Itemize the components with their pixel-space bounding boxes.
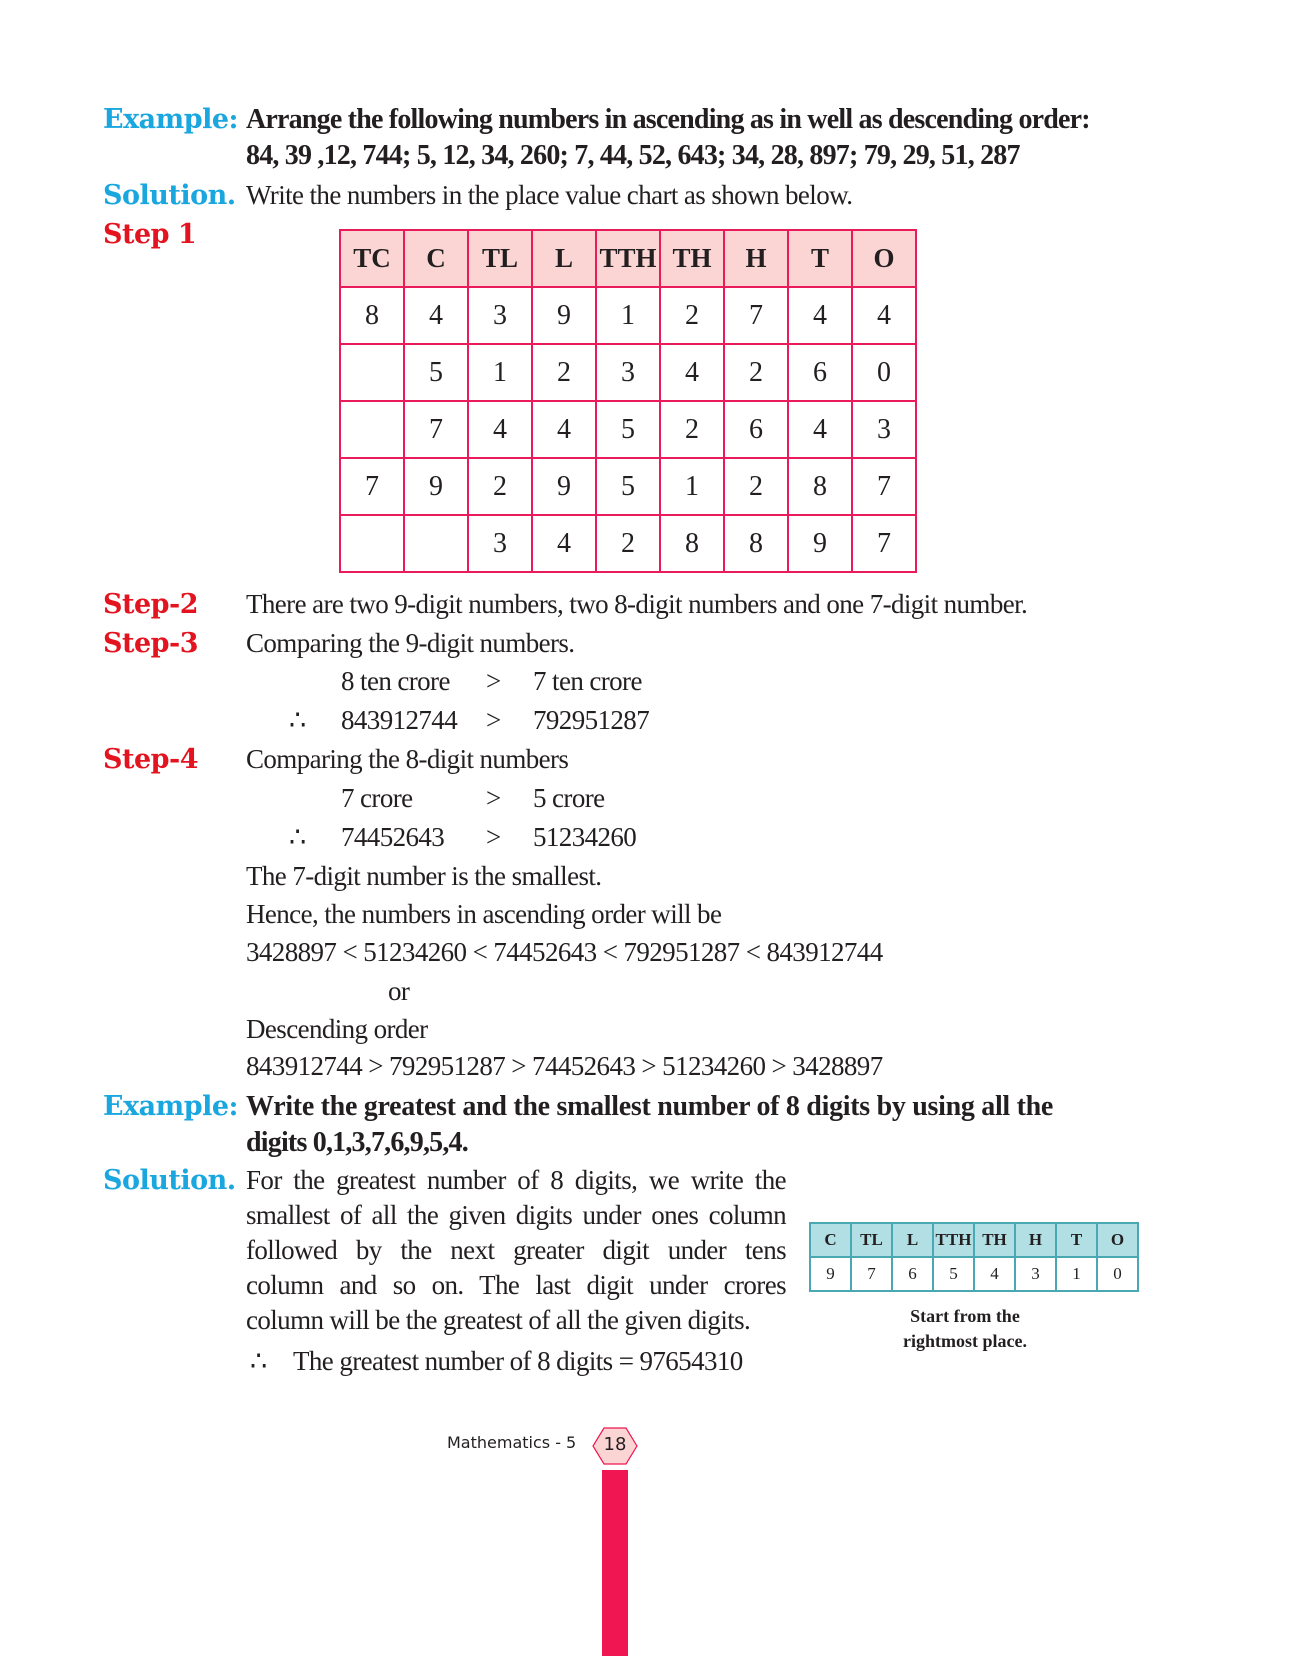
header-l: L — [892, 1223, 933, 1257]
step4-comparison-right: 5 crore — [533, 783, 605, 813]
cell: 5 — [933, 1257, 974, 1291]
solution-text: Write the numbers in the place value chart as shown below. — [246, 180, 853, 210]
step4-number-right: 51234260 — [533, 822, 637, 852]
step2-text: There are two 9-digit numbers, two 8-digit numbers and one 7-digit number. — [246, 589, 1028, 619]
cell: 2 — [660, 401, 724, 458]
header-th: TH — [660, 230, 724, 287]
step4-text: Comparing the 8-digit numbers — [246, 744, 569, 774]
descending-label: Descending order — [246, 1014, 428, 1044]
or-text: or — [388, 976, 410, 1006]
cell: 4 — [532, 401, 596, 458]
step3-comparison-right: 7 ten crore — [533, 666, 642, 696]
step3-number-op: > — [486, 705, 501, 735]
header-tth: TTH — [933, 1223, 974, 1257]
header-tl: TL — [468, 230, 532, 287]
header-tl: TL — [851, 1223, 892, 1257]
cell: 3 — [468, 515, 532, 572]
footer-book-title: Mathematics - 5 — [447, 1433, 577, 1452]
caption-line2: rightmost place. — [903, 1331, 1027, 1351]
cell: 2 — [660, 287, 724, 344]
table-caption — [860, 1304, 1070, 1354]
header-o: O — [852, 230, 916, 287]
cell: 8 — [788, 458, 852, 515]
table-header-row — [340, 230, 916, 287]
example-label: Example: — [103, 104, 239, 135]
example2-question-line2: digits 0,1,3,7,6,9,5,4. — [246, 1127, 468, 1158]
cell — [340, 515, 404, 572]
cell — [404, 515, 468, 572]
cell: 7 — [852, 458, 916, 515]
header-h: H — [724, 230, 788, 287]
step3-label: Step-3 — [103, 628, 199, 659]
cell: 9 — [810, 1257, 851, 1291]
step3-comparison-left: 8 ten crore — [341, 666, 450, 696]
cell: 8 — [724, 515, 788, 572]
header-h: H — [1015, 1223, 1056, 1257]
step4-number-left: 74452643 — [341, 822, 445, 852]
cell: 7 — [404, 401, 468, 458]
cell: 3 — [468, 287, 532, 344]
cell: 4 — [974, 1257, 1015, 1291]
cell: 3 — [1015, 1257, 1056, 1291]
cell: 0 — [1097, 1257, 1138, 1291]
cell: 9 — [404, 458, 468, 515]
cell: 3 — [596, 344, 660, 401]
header-t: T — [788, 230, 852, 287]
step1-label: Step 1 — [103, 219, 197, 250]
header-c: C — [404, 230, 468, 287]
solution2-line: column will be the greatest of all the given digits. — [246, 1305, 751, 1335]
ascending-order: 3428897 < 51234260 < 74452643 < 792951287 < 843912744 — [246, 937, 883, 967]
cell: 2 — [724, 344, 788, 401]
cell: 4 — [404, 287, 468, 344]
example-label: Example: — [103, 1091, 239, 1122]
cell: 6 — [724, 401, 788, 458]
cell: 6 — [788, 344, 852, 401]
cell: 7 — [852, 515, 916, 572]
header-tc: TC — [340, 230, 404, 287]
header-o: O — [1097, 1223, 1138, 1257]
greatest-number-result: The greatest number of 8 digits = 97654310 — [293, 1346, 743, 1376]
cell: 7 — [851, 1257, 892, 1291]
cell: 8 — [660, 515, 724, 572]
solution-label: Solution. — [103, 180, 236, 211]
step4-label: Step-4 — [103, 744, 199, 775]
cell: 4 — [852, 287, 916, 344]
cell: 5 — [404, 344, 468, 401]
cell: 2 — [596, 515, 660, 572]
smallest-statement: The 7-digit number is the smallest. — [246, 861, 602, 891]
cell: 5 — [596, 401, 660, 458]
cell: 9 — [532, 458, 596, 515]
step4-comparison-left: 7 crore — [341, 783, 413, 813]
hence-statement: Hence, the numbers in ascending order will be — [246, 899, 722, 929]
step3-comparison-op: > — [486, 666, 501, 696]
cell: 4 — [788, 401, 852, 458]
caption-line1: Start from the — [910, 1306, 1020, 1326]
therefore-symbol: ∴ — [250, 1346, 267, 1376]
cell: 5 — [596, 458, 660, 515]
cell: 6 — [892, 1257, 933, 1291]
header-c: C — [810, 1223, 851, 1257]
cell: 3 — [852, 401, 916, 458]
example-question-line1: Arrange the following numbers in ascending as in well as descending order: — [246, 104, 1090, 135]
footer-accent-bar — [602, 1470, 628, 1656]
descending-order: 843912744 > 792951287 > 74452643 > 51234260 > 3428897 — [246, 1051, 883, 1081]
cell: 1 — [596, 287, 660, 344]
example-question-line2: 84, 39 ,12, 744; 5, 12, 34, 260; 7, 44, 52, 643; 34, 28, 897; 79, 29, 51, 287 — [246, 140, 1020, 171]
cell: 1 — [1056, 1257, 1097, 1291]
table-header-row — [810, 1223, 1138, 1257]
cell: 4 — [660, 344, 724, 401]
solution2-line: column and so on. The last digit under crores — [246, 1270, 786, 1300]
therefore-symbol: ∴ — [289, 822, 306, 852]
cell: 8 — [340, 287, 404, 344]
page-number-badge — [592, 1427, 638, 1465]
cell: 4 — [468, 401, 532, 458]
header-th: TH — [974, 1223, 1015, 1257]
step4-comparison-op: > — [486, 783, 501, 813]
header-tth: TTH — [596, 230, 660, 287]
step3-text: Comparing the 9-digit numbers. — [246, 628, 575, 658]
example2-question-line1: Write the greatest and the smallest number of 8 digits by using all the — [246, 1091, 1054, 1122]
cell: 1 — [660, 458, 724, 515]
solution2-line: For the greatest number of 8 digits, we write the — [246, 1165, 786, 1195]
greatest-number-table — [809, 1222, 1139, 1292]
header-l: L — [532, 230, 596, 287]
step3-number-left: 843912744 — [341, 705, 458, 735]
cell: 2 — [532, 344, 596, 401]
cell — [340, 344, 404, 401]
cell: 2 — [468, 458, 532, 515]
cell: 9 — [532, 287, 596, 344]
therefore-symbol: ∴ — [289, 705, 306, 735]
table-row — [810, 1257, 1138, 1291]
page-number: 18 — [603, 1434, 627, 1455]
step2-label: Step-2 — [103, 589, 199, 620]
cell: 9 — [788, 515, 852, 572]
table-row — [340, 458, 916, 515]
cell: 0 — [852, 344, 916, 401]
solution2-line: followed by the next greater digit under tens — [246, 1235, 786, 1265]
table-row — [340, 344, 916, 401]
table-row — [340, 401, 916, 458]
cell: 4 — [788, 287, 852, 344]
place-value-table — [339, 229, 917, 573]
solution2-line: smallest of all the given digits under ones column — [246, 1200, 786, 1230]
table-row — [340, 515, 916, 572]
cell: 1 — [468, 344, 532, 401]
header-t: T — [1056, 1223, 1097, 1257]
cell: 7 — [340, 458, 404, 515]
table-row — [340, 287, 916, 344]
cell — [340, 401, 404, 458]
cell: 7 — [724, 287, 788, 344]
step3-number-right: 792951287 — [533, 705, 650, 735]
step4-number-op: > — [486, 822, 501, 852]
cell: 2 — [724, 458, 788, 515]
cell: 4 — [532, 515, 596, 572]
solution-label: Solution. — [103, 1165, 236, 1196]
